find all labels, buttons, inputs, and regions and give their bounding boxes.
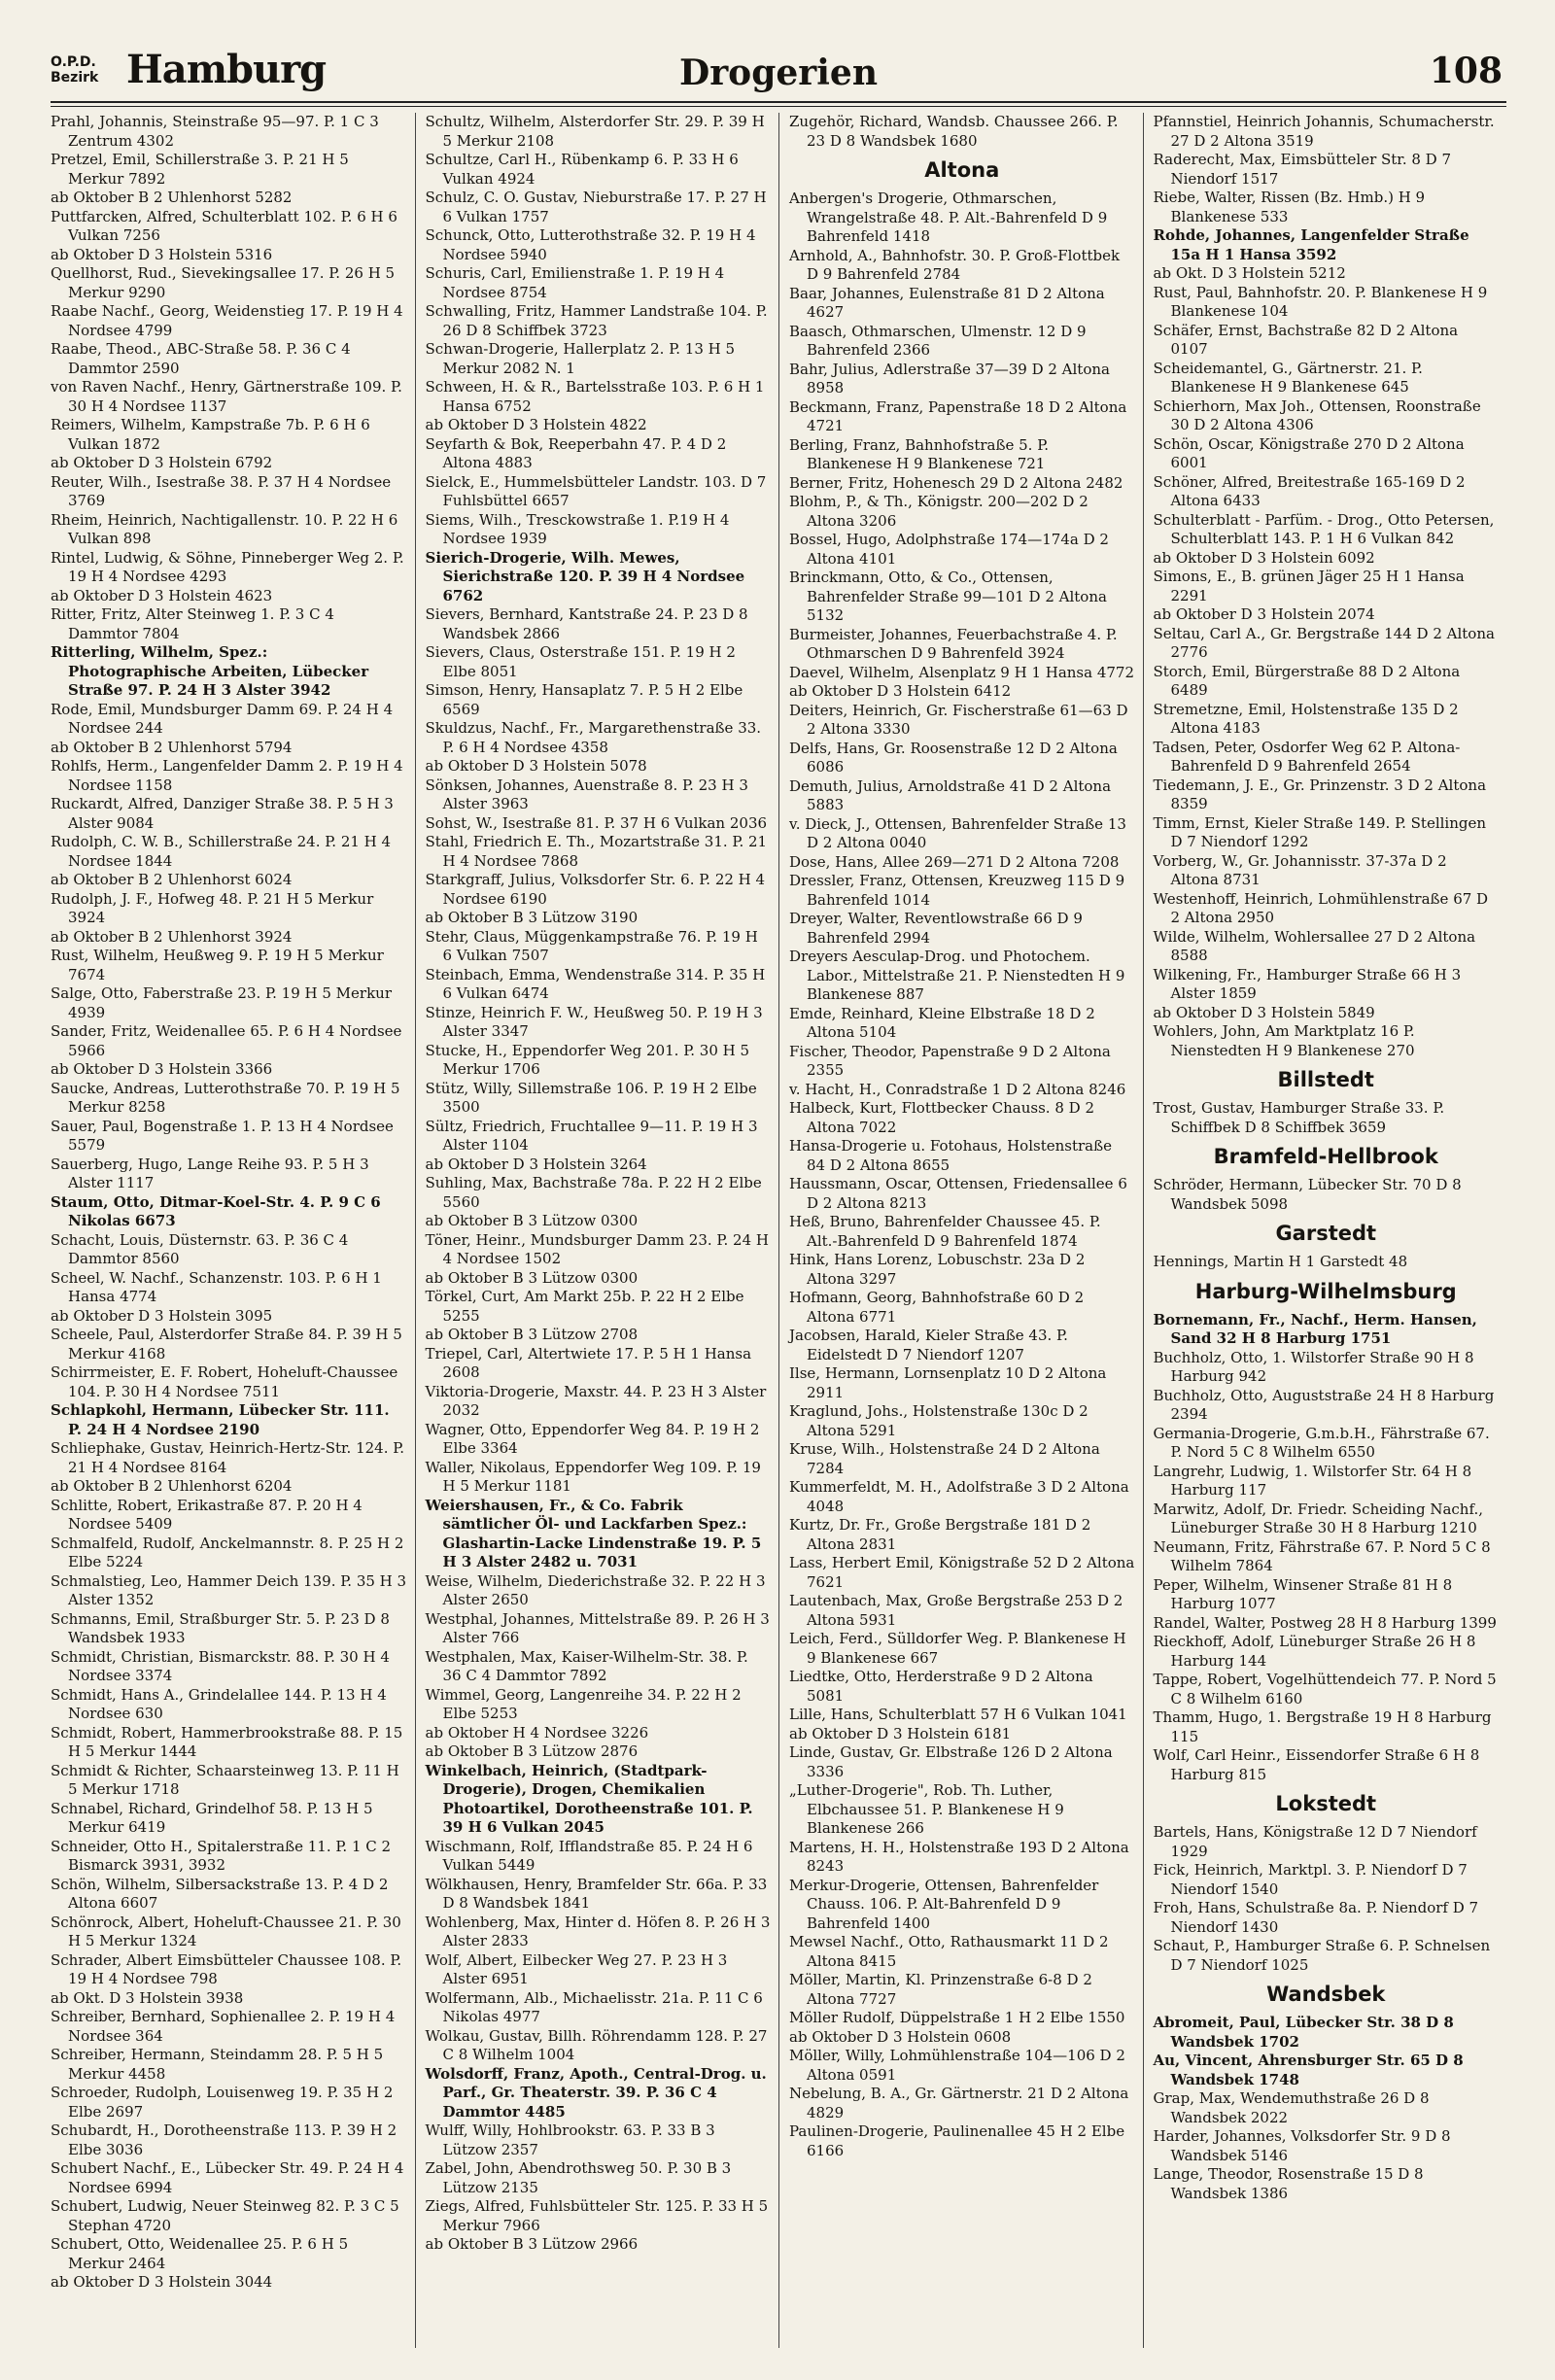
listing-entry: ab Oktober B 3 Lützow 2876: [425, 1742, 639, 1760]
listing-entry: Mewsel Nachf., Otto, Rathausmarkt 11 D 2 Altona 8415: [789, 1933, 1109, 1970]
listing-entry: Zabel, John, Abendrothsweg 50. P. 30 B 3 Lützow 2135: [425, 2159, 732, 2196]
listing-entry: Seyfarth & Bok, Reeperbahn 47. P. 4 D 2 Altona 4883: [425, 434, 727, 471]
listing-entry: ab Oktober B 3 Lützow 2708: [425, 1326, 639, 1343]
district-heading: Garstedt: [1275, 1222, 1377, 1245]
listing-entry: ab Oktober D 3 Holstein 5849: [1153, 1003, 1375, 1021]
listing-entry: Wolkau, Gustav, Billh. Röhrendamm 128. P. 27 C 8 Wilhelm 1004: [425, 2026, 768, 2063]
column-2: [415, 113, 779, 2348]
listing-entry: Schaut, P., Hamburger Straße 6. P. Schnelsen D 7 Niendorf 1025: [1153, 1937, 1491, 1974]
listing-entry: Simson, Henry, Hansaplatz 7. P. 5 H 2 Elbe 6569: [425, 681, 743, 718]
listing-entry: Scheele, Paul, Alsterdorfer Straße 84. P. 39 H 5 Merkur 4168: [51, 1326, 402, 1362]
listing-entry: Schmidt, Robert, Hammerbrookstraße 88. P. 15 H 5 Merkur 1444: [51, 1723, 403, 1760]
listing-entry: Sielck, E., Hummelsbütteler Landstr. 103. D 7 Fuhlsbüttel 6657: [425, 472, 767, 509]
column-4: [1143, 113, 1507, 2348]
listing-entry: Hink, Hans Lorenz, Lobuschstr. 23a D 2 Altona 3297: [789, 1251, 1086, 1288]
listing-entry: Zugehör, Richard, Wandsb. Chaussee 266. P. 23 D 8 Wandsbek 1680: [789, 113, 1119, 150]
listing-entry: Blohm, P., & Th., Königstr. 200—202 D 2 Altona 3206: [789, 493, 1088, 530]
listing-entry: Schmidt, Hans A., Grindelallee 144. P. 13 H 4 Nordsee 630: [51, 1685, 387, 1722]
listing-entry: Simons, E., B. grünen Jäger 25 H 1 Hansa 2291: [1153, 568, 1465, 604]
listing-entry: Skuldzus, Nachf., Fr., Margarethenstraße 33. P. 6 H 4 Nordsee 4358: [425, 719, 762, 756]
listing-entry: Harder, Johannes, Volksdorfer Str. 9 D 8 Wandsbek 5146: [1153, 2127, 1451, 2164]
listing-entry: Wolsdorff, Franz, Apoth., Central-Drog. u. Parf., Gr. Theaterstr. 39. P. 36 C 4 Dammtor 4485: [425, 2064, 767, 2121]
listing-entry: Ilse, Hermann, Lornsenplatz 10 D 2 Altona 2911: [789, 1364, 1107, 1401]
listing-entry: Heß, Bruno, Bahrenfelder Chaussee 45. P. Alt.-Bahrenfeld D 9 Bahrenfeld 1874: [789, 1213, 1101, 1250]
listing-entry: ab Oktober B 3 Lützow 2966: [425, 2235, 639, 2253]
listing-entry: Wolfermann, Alb., Michaelisstr. 21a. P. 11 C 6 Nikolas 4977: [425, 1988, 763, 2025]
listing-entry: Brinckmann, Otto, & Co., Ottensen, Bahrenfelder Straße 99—101 D 2 Altona 5132: [789, 569, 1107, 624]
listing-entry: Hofmann, Georg, Bahnhofstraße 60 D 2 Altona 6771: [789, 1289, 1085, 1326]
listing-entry: ab Oktober D 3 Holstein 6181: [789, 1724, 1012, 1742]
district-heading: Altona: [924, 158, 1000, 182]
listing-entry: Leich, Ferd., Sülldorfer Weg. P. Blankenese H 9 Blankenese 667: [789, 1630, 1126, 1667]
listing-entry: Grap, Max, Wendemuthstraße 26 D 8 Wandsbek 2022: [1153, 2089, 1430, 2126]
column-3: [778, 113, 1143, 2348]
listing-entry: Schlapkohl, Hermann, Lübecker Str. 111. P. 24 H 4 Nordsee 2190: [51, 1401, 390, 1438]
listing-entry: Möller Rudolf, Düppelstraße 1 H 2 Elbe 1550: [789, 2009, 1125, 2026]
header-rule: [51, 101, 1506, 103]
listing-entry: ab Oktober D 3 Holstein 0608: [789, 2027, 1012, 2046]
listing-entry: Sohst, W., Isestraße 81. P. 37 H 6 Vulkan 2036: [425, 813, 768, 832]
listing-entry: Westphal, Johannes, Mittelstraße 89. P. 26 H 3 Alster 766: [425, 1609, 770, 1646]
listing-entry: Wilkening, Fr., Hamburger Straße 66 H 3 Alster 1859: [1153, 965, 1462, 1002]
listing-entry: Schubert, Ludwig, Neuer Steinweg 82. P. 3 C 5 Stephan 4720: [51, 2197, 399, 2234]
listing-entry: Peper, Wilhelm, Winsener Straße 81 H 8 Harburg 1077: [1153, 1575, 1453, 1612]
listing-entry: Schäfer, Ernst, Bachstraße 82 D 2 Altona 0107: [1153, 321, 1459, 358]
listing-entry: Bahr, Julius, Adlerstraße 37—39 D 2 Altona 8958: [789, 360, 1110, 397]
listing-entry: ab Oktober D 3 Holstein 6412: [789, 682, 1012, 700]
listing-entry: Schmalstieg, Leo, Hammer Deich 139. P. 35 H 3 Alster 1352: [51, 1571, 407, 1608]
listing-entry: Vorberg, W., Gr. Johannisstr. 37-37a D 2 Altona 8731: [1153, 851, 1447, 888]
listing-entry: Martens, H. H., Holstenstraße 193 D 2 Altona 8243: [789, 1838, 1129, 1875]
listing-entry: Berner, Fritz, Hohenesch 29 D 2 Altona 2482: [789, 473, 1123, 492]
listing-entry: Ruckardt, Alfred, Danziger Straße 38. P. 5 H 3 Alster 9084: [51, 795, 394, 832]
listing-entry: Sauerberg, Hugo, Lange Reihe 93. P. 5 H 3 Alster 1117: [51, 1155, 369, 1191]
listing-entry: Buchholz, Otto, 1. Wilstorfer Straße 90 H 8 Harburg 942: [1153, 1348, 1474, 1385]
district-label: O.P.D. Bezirk: [51, 54, 99, 86]
listing-entry: Buchholz, Otto, Auguststraße 24 H 8 Harburg 2394: [1153, 1386, 1495, 1423]
listing-entry: ab Oktober D 3 Holstein 5078: [425, 757, 647, 775]
listing-entry: v. Dieck, J., Ottensen, Bahrenfelder Straße 13 D 2 Altona 0040: [789, 814, 1126, 851]
listing-entry: Schroeder, Rudolph, Louisenweg 19. P. 35 H 2 Elbe 2697: [51, 2084, 394, 2121]
listing-entry: Wilde, Wilhelm, Wohlersallee 27 D 2 Altona 8588: [1153, 927, 1476, 964]
listing-entry: ab Oktober D 3 Holstein 3264: [425, 1155, 647, 1173]
listing-entry: Bossel, Hugo, Adolphstraße 174—174a D 2 Altona 4101: [789, 531, 1109, 568]
listing-entry: Wohlers, John, Am Marktplatz 16 P. Nienstedten H 9 Blankenese 270: [1153, 1022, 1415, 1059]
listing-entry: Bornemann, Fr., Nachf., Herm. Hansen, Sand 32 H 8 Harburg 1751: [1153, 1310, 1477, 1347]
listing-entry: Suhling, Max, Bachstraße 78a. P. 22 H 2 Elbe 5560: [425, 1174, 762, 1211]
listing-entry: Schliephake, Gustav, Heinrich-Hertz-Str. 124. P. 21 H 4 Nordsee 8164: [51, 1439, 405, 1476]
listing-entry: Paulinen-Drogerie, Paulinenallee 45 H 2 Elbe 6166: [789, 2122, 1125, 2159]
listing-entry: Storch, Emil, Bürgerstraße 88 D 2 Altona 6489: [1153, 662, 1461, 699]
listing-entry: Lautenbach, Max, Große Bergstraße 253 D 2 Altona 5931: [789, 1592, 1123, 1629]
listing-entry: Tadsen, Peter, Osdorfer Weg 62 P. Altona-Bahrenfeld D 9 Bahrenfeld 2654: [1153, 738, 1461, 775]
listing-entry: Dreyers Aesculap-Drog. und Photochem. Labor., Mittelstraße 21. P. Nienstedten H 9 Blankenese 887: [789, 948, 1125, 1003]
listing-entry: Liedtke, Otto, Herderstraße 9 D 2 Altona 5081: [789, 1668, 1093, 1705]
listing-entry: Stucke, H., Eppendorfer Weg 201. P. 30 H 5 Merkur 1706: [425, 1041, 750, 1078]
listing-entry: Demuth, Julius, Arnoldstraße 41 D 2 Altona 5883: [789, 776, 1112, 813]
listing-entry: Siems, Wilh., Tresckowstraße 1. P.19 H 4 Nordsee 1939: [425, 510, 730, 547]
listing-entry: Weiershausen, Fr., & Co. Fabrik sämtlicher Öl- und Lackfarben Spez.: Glashartin-Lacke Lindenstraße 19. P. 5 H 3 Alster 2482 u. 7031: [425, 1496, 762, 1570]
listing-entry: Pfannstiel, Heinrich Johannis, Schumacherstr. 27 D 2 Altona 3519: [1153, 113, 1495, 150]
listing-entry: Schröder, Hermann, Lübecker Str. 70 D 8 Wandsbek 5098: [1153, 1176, 1462, 1213]
listing-entry: Westphalen, Max, Kaiser-Wilhelm-Str. 38. P. 36 C 4 Dammtor 7892: [425, 1647, 748, 1684]
listing-entry: Stehr, Claus, Müggenkampstraße 76. P. 19 H 6 Vulkan 7507: [425, 927, 758, 964]
listing-entry: Beckmann, Franz, Papenstraße 18 D 2 Altona 4721: [789, 397, 1127, 434]
listing-entry: Dressler, Franz, Ottensen, Kreuzweg 115 D 9 Bahrenfeld 1014: [789, 872, 1125, 909]
listing-entry: Reimers, Wilhelm, Kampstraße 7b. P. 6 H 6 Vulkan 1872: [51, 416, 370, 453]
listing-entry: Rust, Paul, Bahnhofstr. 20. P. Blankenese H 9 Blankenese 104: [1153, 283, 1488, 320]
listing-entry: Schuris, Carl, Emilienstraße 1. P. 19 H 4 Nordsee 8754: [425, 264, 725, 301]
listing-entry: ab Oktober D 3 Holstein 3095: [51, 1306, 273, 1325]
listing-entry: Wagner, Otto, Eppendorfer Weg 84. P. 19 H 2 Elbe 3364: [425, 1420, 760, 1457]
listing-entry: Emde, Reinhard, Kleine Elbstraße 18 D 2 Altona 5104: [789, 1004, 1095, 1041]
listing-entry: Timm, Ernst, Kieler Straße 149. P. Stellingen D 7 Niendorf 1292: [1153, 813, 1487, 850]
listing-entry: Scheidemantel, G., Gärtnerstr. 21. P. Blankenese H 9 Blankenese 645: [1153, 359, 1423, 396]
page-header: [51, 45, 1506, 101]
listing-entry: ab Oktober D 3 Holstein 4623: [51, 586, 273, 604]
listing-entry: Weise, Wilhelm, Diederichstraße 32. P. 22 H 3 Alster 2650: [425, 1571, 766, 1608]
listing-entry: Schreiber, Bernhard, Sophienallee 2. P. 19 H 4 Nordsee 364: [51, 2008, 396, 2045]
listing-entry: Langrehr, Ludwig, 1. Wilstorfer Str. 64 H 8 Harburg 117: [1153, 1462, 1472, 1499]
listing-entry: Starkgraff, Julius, Volksdorfer Str. 6. P. 22 H 4 Nordsee 6190: [425, 871, 766, 908]
listing-entry: Randel, Walter, Postweg 28 H 8 Harburg 1399: [1153, 1613, 1497, 1632]
listing-entry: ab Oktober B 3 Lützow 0300: [425, 1268, 639, 1287]
listing-entry: Au, Vincent, Ahrensburger Str. 65 D 8 Wandsbek 1748: [1153, 2052, 1464, 2088]
listing-entry: v. Hacht, H., Conradstraße 1 D 2 Altona 8246: [789, 1080, 1126, 1098]
district-heading: Billstedt: [1277, 1068, 1374, 1091]
listing-entry: Schmalfeld, Rudolf, Anckelmannstr. 8. P. 25 H 2 Elbe 5224: [51, 1534, 404, 1570]
listing-entry: Burmeister, Johannes, Feuerbachstraße 4. P. Othmarschen D 9 Bahrenfeld 3924: [789, 625, 1118, 662]
listing-entry: Raabe, Theod., ABC-Straße 58. P. 36 C 4 Dammtor 2590: [51, 340, 351, 377]
listing-entry: ab Oktober B 2 Uhlenhorst 5282: [51, 189, 293, 206]
listing-entry: ab Oktober D 3 Holstein 6092: [1153, 548, 1375, 567]
listing-entry: Sander, Fritz, Weidenallee 65. P. 6 H 4 Nordsee 5966: [51, 1022, 402, 1059]
listing-columns: [51, 113, 1506, 2348]
listing-entry: Schunck, Otto, Lutterothstraße 32. P. 19 H 4 Nordsee 5940: [425, 226, 756, 263]
listing-entry: Steinbach, Emma, Wendenstraße 314. P. 35 H 6 Vulkan 6474: [425, 965, 766, 1002]
listing-entry: Saucke, Andreas, Lutterothstraße 70. P. 19 H 5 Merkur 8258: [51, 1079, 400, 1116]
listing-entry: Schöner, Alfred, Breitestraße 165-169 D 2 Altona 6433: [1153, 472, 1466, 509]
listing-entry: Wolf, Carl Heinr., Eissendorfer Straße 6 H 8 Harburg 815: [1153, 1746, 1480, 1783]
listing-entry: Hennings, Martin H 1 Garstedt 48: [1153, 1253, 1408, 1270]
listing-entry: Wölkhausen, Henry, Bramfelder Str. 66a. P. 33 D 8 Wandsbek 1841: [425, 1875, 768, 1912]
listing-entry: ab Okt. D 3 Holstein 5212: [1153, 264, 1346, 282]
listing-entry: ab Oktober D 3 Holstein 3044: [51, 2273, 273, 2291]
listing-entry: Sültz, Friedrich, Fruchtallee 9—11. P. 19 H 3 Alster 1104: [425, 1117, 758, 1154]
listing-entry: Schwalling, Fritz, Hammer Landstraße 104. P. 26 D 8 Schiffbek 3723: [425, 302, 768, 339]
listing-entry: von Raven Nachf., Henry, Gärtnerstraße 109. P. 30 H 4 Nordsee 1137: [51, 378, 402, 415]
listing-entry: Germania-Drogerie, G.m.b.H., Fährstraße 67. P. Nord 5 C 8 Wilhelm 6550: [1153, 1424, 1490, 1461]
column-1: [51, 113, 415, 2348]
district-heading: Harburg-Wilhelmsburg: [1194, 1279, 1457, 1303]
listing-entry: Törkel, Curt, Am Markt 25b. P. 22 H 2 Elbe 5255: [425, 1288, 744, 1325]
listing-entry: Rieckhoff, Adolf, Lüneburger Straße 26 H 8 Harburg 144: [1153, 1633, 1476, 1670]
listing-entry: Schlitte, Robert, Erikastraße 87. P. 20 H 4 Nordsee 5409: [51, 1496, 363, 1533]
listing-entry: ab Oktober B 2 Uhlenhorst 5794: [51, 738, 293, 756]
listing-entry: Schönrock, Albert, Hoheluft-Chaussee 21. P. 30 H 5 Merkur 1324: [51, 1913, 401, 1949]
listing-entry: Schultze, Carl H., Rübenkamp 6. P. 33 H 6 Vulkan 4924: [425, 151, 739, 188]
listing-entry: Linde, Gustav, Gr. Elbstraße 126 D 2 Altona 3336: [789, 1743, 1113, 1780]
listing-entry: ab Oktober B 2 Uhlenhorst 3924: [51, 927, 293, 946]
district-heading: Bramfeld-Hellbrook: [1213, 1145, 1438, 1168]
listing-entry: Staum, Otto, Ditmar-Koel-Str. 4. P. 9 C 6 Nikolas 6673: [51, 1192, 381, 1229]
listing-entry: Daevel, Wilhelm, Alsenplatz 9 H 1 Hansa 4772: [789, 663, 1135, 681]
listing-entry: ab Oktober B 2 Uhlenhorst 6204: [51, 1477, 293, 1495]
listing-entry: Abromeit, Paul, Lübecker Str. 38 D 8 Wandsbek 1702: [1153, 2014, 1454, 2051]
listing-entry: Seltau, Carl A., Gr. Bergstraße 144 D 2 Altona 2776: [1153, 624, 1495, 661]
listing-entry: Dreyer, Walter, Reventlowstraße 66 D 9 Bahrenfeld 2994: [789, 910, 1083, 947]
listing-entry: Möller, Willy, Lohmühlenstraße 104—106 D 2 Altona 0591: [789, 2047, 1125, 2084]
listing-entry: Delfs, Hans, Gr. Roosenstraße 12 D 2 Altona 6086: [789, 739, 1118, 776]
listing-entry: Schreiber, Hermann, Steindamm 28. P. 5 H 5 Merkur 4458: [51, 2046, 384, 2083]
listing-entry: Salge, Otto, Faberstraße 23. P. 19 H 5 Merkur 4939: [51, 984, 392, 1021]
city-title: Hamburg: [126, 47, 327, 92]
listing-entry: Wischmann, Rolf, Ifflandstraße 85. P. 24 H 6 Vulkan 5449: [425, 1837, 753, 1874]
listing-entry: Merkur-Drogerie, Ottensen, Bahrenfelder Chauss. 106. P. Alt-Bahrenfeld D 9 Bahrenfeld 1400: [789, 1876, 1099, 1932]
listing-entry: Schmidt & Richter, Schaarsteinweg 13. P. 11 H 5 Merkur 1718: [51, 1761, 399, 1798]
listing-entry: Lass, Herbert Emil, Königstraße 52 D 2 Altona 7621: [789, 1554, 1135, 1591]
listing-entry: Thamm, Hugo, 1. Bergstraße 19 H 8 Harburg 115: [1153, 1708, 1492, 1745]
listing-entry: Schön, Wilhelm, Silbersackstraße 13. P. 4 D 2 Altona 6607: [51, 1875, 389, 1912]
listing-entry: Anbergen's Drogerie, Othmarschen, Wrangelstraße 48. P. Alt.-Bahrenfeld D 9 Bahrenfeld 1418: [789, 190, 1108, 245]
listing-entry: ab Oktober D 3 Holstein 4822: [425, 416, 647, 433]
listing-entry: ab Oktober D 3 Holstein 5316: [51, 245, 273, 263]
listing-entry: Schön, Oscar, Königstraße 270 D 2 Altona 6001: [1153, 434, 1465, 471]
listing-entry: Riebe, Walter, Rissen (Bz. Hmb.) H 9 Blankenese 533: [1153, 189, 1426, 225]
listing-entry: Winkelbach, Heinrich, (Stadtpark-Drogerie), Drogen, Chemikalien Photoartikel, Dorotheenstraße 101. P. 39 H 6 Vulkan 2045: [425, 1761, 753, 1836]
listing-entry: Sievers, Bernhard, Kantstraße 24. P. 23 D 8 Wandsbek 2866: [425, 605, 748, 642]
listing-entry: Baasch, Othmarschen, Ulmenstr. 12 D 9 Bahrenfeld 2366: [789, 322, 1087, 359]
listing-entry: Schierhorn, Max Joh., Ottensen, Roonstraße 30 D 2 Altona 4306: [1153, 397, 1481, 433]
listing-entry: Bartels, Hans, Königstraße 12 D 7 Niendorf 1929: [1153, 1823, 1477, 1860]
listing-entry: Sierich-Drogerie, Wilh. Mewes, Sierichstraße 120. P. 39 H 4 Nordsee 6762: [425, 548, 745, 604]
listing-entry: Tappe, Robert, Vogelhüttendeich 77. P. Nord 5 C 8 Wilhelm 6160: [1153, 1671, 1497, 1707]
listing-entry: Triepel, Carl, Altertwiete 17. P. 5 H 1 Hansa 2608: [425, 1344, 752, 1381]
listing-entry: Wulff, Willy, Hohlbrookstr. 63. P. 33 B 3 Lützow 2357: [425, 2121, 715, 2158]
district-heading: Wandsbek: [1266, 1983, 1386, 2006]
listing-entry: ab Oktober B 3 Lützow 0300: [425, 1212, 639, 1229]
listing-entry: Kraglund, Johs., Holstenstraße 130c D 2 Altona 5291: [789, 1402, 1088, 1439]
listing-entry: Schubardt, H., Dorotheenstraße 113. P. 39 H 2 Elbe 3036: [51, 2121, 397, 2158]
listing-entry: Schulterblatt - Parfüm. - Drog., Otto Petersen, Schulterblatt 143. P. 1 H 6 Vulkan 842: [1153, 510, 1495, 547]
listing-entry: Schmanns, Emil, Straßburger Str. 5. P. 23 D 8 Wandsbek 1933: [51, 1609, 390, 1646]
listing-entry: Trost, Gustav, Hamburger Straße 33. P. Schiffbek D 8 Schiffbek 3659: [1153, 1099, 1445, 1136]
listing-entry: Kruse, Wilh., Holstenstraße 24 D 2 Altona 7284: [789, 1440, 1100, 1477]
listing-entry: Rheim, Heinrich, Nachtigallenstr. 10. P. 22 H 6 Vulkan 898: [51, 510, 398, 547]
listing-entry: Ritterling, Wilhelm, Spez.: Photographische Arbeiten, Lübecker Straße 97. P. 24 H 3 Alster 3942: [51, 643, 369, 699]
listing-entry: Prahl, Johannis, Steinstraße 95—97. P. 1 C 3 Zentrum 4302: [51, 113, 379, 150]
listing-entry: Ziegs, Alfred, Fuhlsbütteler Str. 125. P. 33 H 5 Merkur 7966: [425, 2197, 769, 2234]
listing-entry: Töner, Heinr., Mundsburger Damm 23. P. 24 H 4 Nordsee 1502: [425, 1230, 769, 1267]
listing-entry: Pretzel, Emil, Schillerstraße 3. P. 21 H 5 Merkur 7892: [51, 151, 349, 188]
listing-entry: Stütz, Willy, Sillemstraße 106. P. 19 H 2 Elbe 3500: [425, 1079, 757, 1116]
listing-entry: Froh, Hans, Schulstraße 8a. P. Niendorf D 7 Niendorf 1430: [1153, 1899, 1479, 1936]
listing-entry: Westenhoff, Heinrich, Lohmühlenstraße 67 D 2 Altona 2950: [1153, 889, 1489, 926]
listing-entry: Schubert Nachf., E., Lübecker Str. 49. P. 24 H 4 Nordsee 6994: [51, 2159, 404, 2196]
listing-entry: Neumann, Fritz, Fährstraße 67. P. Nord 5 C 8 Wilhelm 7864: [1153, 1537, 1491, 1574]
header-rule-thin: [51, 106, 1506, 107]
listing-entry: Arnhold, A., Bahnhofstr. 30. P. Groß-Flottbek D 9 Bahrenfeld 2784: [789, 246, 1121, 283]
listing-entry: Fischer, Theodor, Papenstraße 9 D 2 Altona 2355: [789, 1042, 1111, 1079]
listing-entry: Rohlfs, Herm., Langenfelder Damm 2. P. 19 H 4 Nordsee 1158: [51, 757, 403, 794]
listing-entry: Jacobsen, Harald, Kieler Straße 43. P. Eidelstedt D 7 Niendorf 1207: [789, 1327, 1068, 1363]
listing-entry: Wimmel, Georg, Langenreihe 34. P. 22 H 2 Elbe 5253: [425, 1685, 742, 1722]
listing-entry: Puttfarcken, Alfred, Schulterblatt 102. P. 6 H 6 Vulkan 7256: [51, 207, 397, 244]
listing-entry: Schubert, Otto, Weidenallee 25. P. 6 H 5 Merkur 2464: [51, 2235, 349, 2272]
listing-entry: Lille, Hans, Schulterblatt 57 H 6 Vulkan 1041: [789, 1706, 1127, 1723]
listing-entry: Möller, Martin, Kl. Prinzenstraße 6-8 D 2 Altona 7727: [789, 1971, 1092, 2008]
listing-entry: Hansa-Drogerie u. Fotohaus, Holstenstraße 84 D 2 Altona 8655: [789, 1137, 1112, 1174]
listing-entry: Schwan-Drogerie, Hallerplatz 2. P. 13 H 5 Merkur 2082 N. 1: [425, 340, 736, 377]
listing-entry: Schulz, C. O. Gustav, Nieburstraße 17. P. 27 H 6 Vulkan 1757: [425, 189, 767, 225]
listing-entry: Sievers, Claus, Osterstraße 151. P. 19 H 2 Elbe 8051: [425, 643, 736, 680]
listing-entry: ab Oktober B 3 Lützow 3190: [425, 909, 639, 926]
listing-entry: Stinze, Heinrich F. W., Heußweg 50. P. 19 H 3 Alster 3347: [425, 1003, 763, 1040]
listing-entry: Schween, H. & R., Bartelsstraße 103. P. 6 H 1 Hansa 6752: [425, 378, 765, 415]
listing-entry: Halbeck, Kurt, Flottbecker Chauss. 8 D 2 Altona 7022: [789, 1099, 1094, 1136]
listing-entry: Rintel, Ludwig, & Söhne, Pinneberger Weg 2. P. 19 H 4 Nordsee 4293: [51, 548, 404, 585]
listing-entry: Schacht, Louis, Düsternstr. 63. P. 36 C 4 Dammtor 8560: [51, 1230, 349, 1267]
listing-entry: „Luther-Drogerie", Rob. Th. Luther, Elbchaussee 51. P. Blankenese H 9 Blankenese 266: [789, 1781, 1064, 1837]
listing-entry: Raderecht, Max, Eimsbütteler Str. 8 D 7 Niendorf 1517: [1153, 151, 1452, 188]
listing-entry: ab Oktober D 3 Holstein 2074: [1153, 605, 1375, 623]
listing-entry: Schirrmeister, E. F. Robert, Hoheluft-Chaussee 104. P. 30 H 4 Nordsee 7511: [51, 1363, 398, 1400]
listing-entry: Stahl, Friedrich E. Th., Mozartstraße 31. P. 21 H 4 Nordsee 7868: [425, 833, 768, 870]
listing-entry: Rode, Emil, Mundsburger Damm 69. P. 24 H 4 Nordsee 244: [51, 700, 394, 737]
listing-entry: ab Oktober D 3 Holstein 6792: [51, 454, 273, 471]
listing-entry: Viktoria-Drogerie, Maxstr. 44. P. 23 H 3 Alster 2032: [425, 1382, 767, 1419]
listing-entry: Schnabel, Richard, Grindelhof 58. P. 13 H 5 Merkur 6419: [51, 1799, 373, 1836]
page-number: 108: [1429, 51, 1503, 91]
listing-entry: Marwitz, Adolf, Dr. Friedr. Scheiding Nachf., Lüneburger Straße 30 H 8 Harburg 1210: [1153, 1500, 1484, 1536]
listing-entry: Stremetzne, Emil, Holstenstraße 135 D 2 Altona 4183: [1153, 700, 1459, 737]
listing-entry: Nebelung, B. A., Gr. Gärtnerstr. 21 D 2 Altona 4829: [789, 2085, 1129, 2121]
listing-entry: ab Oktober D 3 Holstein 3366: [51, 1060, 273, 1078]
district-heading: Lokstedt: [1275, 1792, 1377, 1815]
listing-entry: Kummerfeldt, M. H., Adolfstraße 3 D 2 Altona 4048: [789, 1478, 1129, 1515]
listing-entry: Schrader, Albert Eimsbütteler Chaussee 108. P. 19 H 4 Nordsee 798: [51, 1950, 402, 1987]
listing-entry: Waller, Nikolaus, Eppendorfer Weg 109. P. 19 H 5 Merkur 1181: [425, 1458, 761, 1495]
listing-entry: ab Oktober B 2 Uhlenhorst 6024: [51, 871, 293, 888]
listing-entry: Haussmann, Oscar, Ottensen, Friedensallee 6 D 2 Altona 8213: [789, 1175, 1127, 1212]
listing-entry: Schultz, Wilhelm, Alsterdorfer Str. 29. P. 39 H 5 Merkur 2108: [425, 113, 765, 150]
listing-entry: Schneider, Otto H., Spitalerstraße 11. P. 1 C 2 Bismarck 3931, 3932: [51, 1837, 392, 1874]
listing-entry: Reuter, Wilh., Isestraße 38. P. 37 H 4 Nordsee 3769: [51, 472, 392, 509]
listing-entry: ab Oktober H 4 Nordsee 3226: [425, 1723, 649, 1742]
listing-entry: Berling, Franz, Bahnhofstraße 5. P. Blankenese H 9 Blankenese 721: [789, 435, 1050, 472]
listing-entry: Tiedemann, J. E., Gr. Prinzenstr. 3 D 2 Altona 8359: [1153, 776, 1487, 812]
listing-entry: Ritter, Fritz, Alter Steinweg 1. P. 3 C 4 Dammtor 7804: [51, 605, 334, 642]
listing-entry: Lange, Theodor, Rosenstraße 15 D 8 Wandsbek 1386: [1153, 2165, 1424, 2202]
listing-entry: Schmidt, Christian, Bismarckstr. 88. P. 30 H 4 Nordsee 3374: [51, 1647, 390, 1684]
listing-entry: Quellhorst, Rud., Sievekingsallee 17. P. 26 H 5 Merkur 9290: [51, 264, 396, 301]
listing-entry: Raabe Nachf., Georg, Weidenstieg 17. P. 19 H 4 Nordsee 4799: [51, 302, 403, 339]
listing-entry: Kurtz, Dr. Fr., Große Bergstraße 181 D 2 Altona 2831: [789, 1516, 1091, 1553]
listing-entry: Sauer, Paul, Bogenstraße 1. P. 13 H 4 Nordsee 5579: [51, 1117, 394, 1154]
listing-entry: Baar, Johannes, Eulenstraße 81 D 2 Altona 4627: [789, 284, 1105, 321]
listing-entry: Rohde, Johannes, Langenfelder Straße 15a H 1 Hansa 3592: [1153, 226, 1469, 263]
listing-entry: Wohlenberg, Max, Hinter d. Höfen 8. P. 26 H 3 Alster 2833: [425, 1913, 771, 1949]
listing-entry: Rudolph, C. W. B., Schillerstraße 24. P. 21 H 4 Nordsee 1844: [51, 833, 392, 870]
listing-entry: Dose, Hans, Allee 269—271 D 2 Altona 7208: [789, 852, 1120, 871]
listing-entry: Scheel, W. Nachf., Schanzenstr. 103. P. 6 H 1 Hansa 4774: [51, 1268, 382, 1305]
section-title: Drogerien: [679, 52, 878, 93]
listing-entry: Sönksen, Johannes, Auenstraße 8. P. 23 H 3 Alster 3963: [425, 776, 748, 812]
listing-entry: Rust, Wilhelm, Heußweg 9. P. 19 H 5 Merkur 7674: [51, 947, 384, 983]
listing-entry: Rudolph, J. F., Hofweg 48. P. 21 H 5 Merkur 3924: [51, 889, 374, 926]
listing-entry: Wolf, Albert, Eilbecker Weg 27. P. 23 H 3 Alster 6951: [425, 1950, 728, 1987]
listing-entry: Fick, Heinrich, Marktpl. 3. P. Niendorf D 7 Niendorf 1540: [1153, 1861, 1468, 1898]
listing-entry: ab Okt. D 3 Holstein 3938: [51, 1988, 244, 2007]
listing-entry: Deiters, Heinrich, Gr. Fischerstraße 61—63 D 2 Altona 3330: [789, 701, 1128, 738]
